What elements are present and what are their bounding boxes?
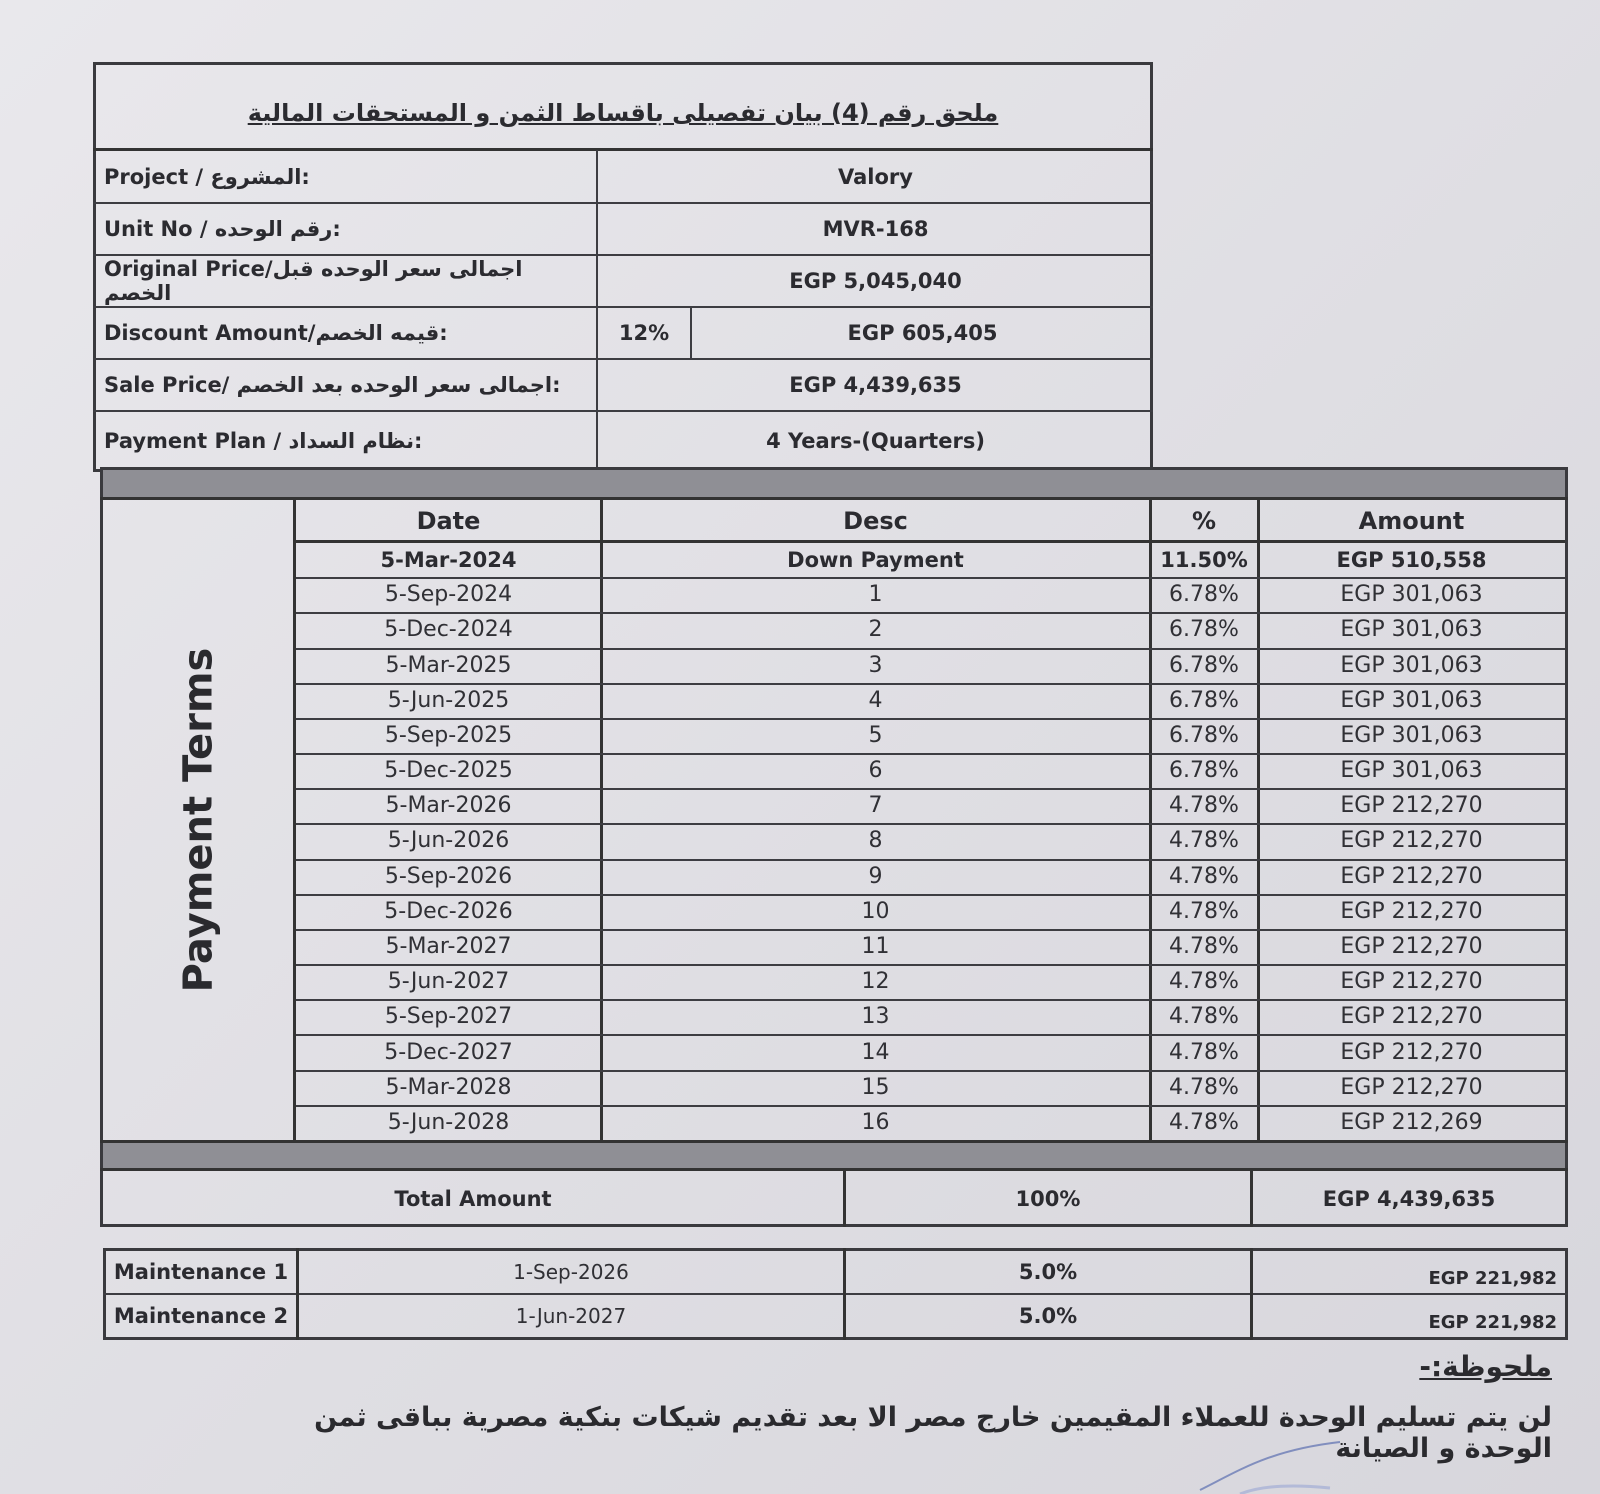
maintenance-2-date: 1-Jun-2027: [515, 1304, 627, 1328]
row-desc: 7: [868, 793, 883, 819]
row-date: 5-Dec-2024: [384, 617, 513, 643]
note-text: لن يتم تسليم الوحدة للعملاء المقيمين خارج مصر الا بعد تقديم شيكات بنكية مصرية بباقى ثمن الوحدة و الصيانة: [314, 1402, 1552, 1464]
row-desc: 16: [861, 1109, 890, 1135]
unit-no-label: Unit No / رقم الوحده:: [104, 217, 341, 241]
maintenance-2-percent: 5.0%: [1018, 1304, 1078, 1328]
row-pct: 4.78%: [1169, 898, 1239, 924]
row-date: 5-Jun-2026: [387, 828, 510, 854]
row-amount: EGP 301,063: [1340, 617, 1483, 643]
row-pct: 4.78%: [1169, 793, 1239, 819]
row-desc: 5: [868, 722, 883, 748]
header-pct: %: [1191, 507, 1217, 535]
row-amount: EGP 212,270: [1340, 828, 1483, 854]
row-desc: 12: [861, 969, 890, 995]
row-desc: 4: [868, 687, 883, 713]
maintenance-1-amount: EGP 221,982: [1428, 1268, 1557, 1289]
header-desc: Desc: [843, 507, 908, 535]
row-date: 5-Sep-2026: [384, 863, 513, 889]
row-desc: 14: [861, 1039, 890, 1065]
discount-value: EGP 605,405: [847, 321, 998, 345]
bottom-gray-band: [103, 1140, 1565, 1168]
row-pct: 6.78%: [1169, 758, 1239, 784]
unit-no-value: MVR-168: [822, 217, 929, 241]
row-pct: 6.78%: [1169, 652, 1239, 678]
row-desc: 15: [861, 1074, 890, 1100]
row-date: 5-Mar-2028: [385, 1074, 512, 1100]
row-desc: 3: [868, 652, 883, 678]
row-desc: 13: [861, 1004, 890, 1030]
original-price-value: EGP 5,045,040: [789, 269, 962, 293]
row-amount: EGP 212,270: [1340, 863, 1483, 889]
row-date: 5-Sep-2025: [384, 722, 513, 748]
payment-plan-label: Payment Plan / نظام السداد:: [104, 429, 423, 453]
row-desc: 2: [868, 617, 883, 643]
row-date: 5-Mar-2027: [385, 934, 512, 960]
row-amount: EGP 212,270: [1340, 1039, 1483, 1065]
row-pct: 6.78%: [1169, 722, 1239, 748]
row-date: 5-Mar-2026: [385, 793, 512, 819]
row-amount: EGP 301,063: [1340, 722, 1483, 748]
top-gray-band: [103, 470, 1565, 498]
row-pct: 4.78%: [1169, 1109, 1239, 1135]
row-pct: 6.78%: [1169, 582, 1239, 608]
row-desc: 1: [868, 582, 883, 608]
payment-plan-value: 4 Years-(Quarters): [766, 429, 985, 453]
row-date: 5-Dec-2027: [384, 1039, 513, 1065]
total-label: Total Amount: [394, 1186, 552, 1211]
row-amount: EGP 301,063: [1340, 582, 1483, 608]
row-amount: EGP 212,270: [1340, 1074, 1483, 1100]
maintenance-1-percent: 5.0%: [1018, 1260, 1078, 1284]
row-pct: 6.78%: [1169, 687, 1239, 713]
annex-title: ملحق رقم (4) بيان تفصيلى باقساط الثمن و المستحقات المالية: [247, 99, 999, 127]
row-date: 5-Sep-2024: [384, 582, 513, 608]
original-price-label: Original Price/اجمالى سعر الوحده قبل الخصم: [104, 257, 523, 305]
row-pct: 4.78%: [1169, 1039, 1239, 1065]
signature-mark: [1180, 1440, 1380, 1494]
row-date: 5-Jun-2027: [387, 969, 510, 995]
row-amount: EGP 212,270: [1340, 793, 1483, 819]
row-date: 5-Dec-2025: [384, 758, 513, 784]
maintenance-1-date: 1-Sep-2026: [513, 1260, 629, 1284]
row-date: 5-Mar-2024: [380, 547, 517, 572]
row-amount: EGP 212,270: [1340, 898, 1483, 924]
total-percent: 100%: [1015, 1186, 1081, 1211]
row-pct: 4.78%: [1169, 828, 1239, 854]
project-value: Valory: [838, 165, 913, 189]
project-label: Project / المشروع:: [104, 165, 310, 189]
row-pct: 4.78%: [1169, 863, 1239, 889]
note-heading: ملحوظة:-: [1419, 1350, 1552, 1383]
row-pct: 4.78%: [1169, 934, 1239, 960]
discount-percent: 12%: [618, 321, 670, 345]
row-desc: Down Payment: [787, 547, 964, 572]
row-amount: EGP 212,269: [1340, 1109, 1483, 1135]
row-date: 5-Jun-2028: [387, 1109, 510, 1135]
row-amount: EGP 212,270: [1340, 969, 1483, 995]
row-desc: 8: [868, 828, 883, 854]
header-date: Date: [416, 507, 481, 535]
row-amount: EGP 212,270: [1340, 1004, 1483, 1030]
row-pct: 6.78%: [1169, 617, 1239, 643]
row-pct: 4.78%: [1169, 969, 1239, 995]
row-amount: EGP 510,558: [1336, 547, 1487, 572]
row-pct: 4.78%: [1169, 1004, 1239, 1030]
row-amount: EGP 301,063: [1340, 652, 1483, 678]
row-amount: EGP 212,270: [1340, 934, 1483, 960]
row-amount: EGP 301,063: [1340, 758, 1483, 784]
sale-price-value: EGP 4,439,635: [789, 373, 962, 397]
row-pct: 4.78%: [1169, 1074, 1239, 1100]
row-date: 5-Mar-2025: [385, 652, 512, 678]
row-date: 5-Jun-2025: [387, 687, 510, 713]
maintenance-2-amount: EGP 221,982: [1428, 1312, 1557, 1333]
maintenance-1-label: Maintenance 1: [113, 1260, 289, 1284]
row-date: 5-Dec-2026: [384, 898, 513, 924]
discount-label: Discount Amount/قيمه الخصم:: [104, 321, 448, 345]
row-amount: EGP 301,063: [1340, 687, 1483, 713]
payment-terms-side-label: Payment Terms: [175, 647, 222, 993]
row-desc: 6: [868, 758, 883, 784]
total-amount: EGP 4,439,635: [1322, 1186, 1496, 1211]
header-amount: Amount: [1358, 507, 1465, 535]
row-desc: 11: [861, 934, 890, 960]
maintenance-2-label: Maintenance 2: [113, 1304, 289, 1328]
row-pct: 11.50%: [1160, 547, 1248, 572]
row-desc: 10: [861, 898, 890, 924]
row-desc: 9: [868, 863, 883, 889]
row-date: 5-Sep-2027: [384, 1004, 513, 1030]
sale-price-label: Sale Price/ اجمالى سعر الوحده بعد الخصم:: [104, 373, 561, 397]
